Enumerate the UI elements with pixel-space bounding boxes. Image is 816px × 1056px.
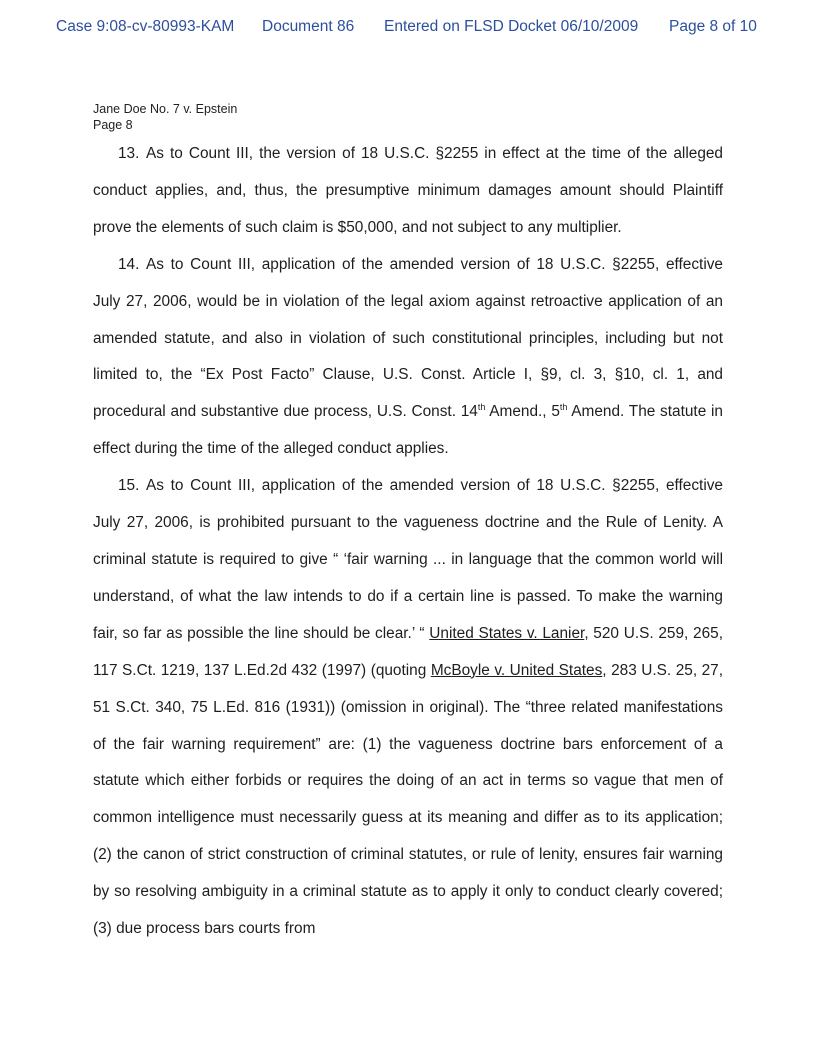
page-label: Page 8 [93,118,133,132]
running-head [93,101,237,133]
paragraph-13 [93,136,723,247]
paragraph-14 [93,247,723,468]
paragraph-text: As to Count III, application of the amended version of 18 U.S.C. §2255, effective July 27, 2006, would be in violation of the legal axiom against retroactive application of an amended statute, and also in violation of such constitutional principles, including but not limited to, the “Ex Post Facto” Clause, U.S. Const. Article I, §9, cl. 3, §10, cl. 1, and procedural and substantive due process, U.S. Const. 14 [93,255,723,421]
paragraph-number: 15. [118,477,140,495]
docket-header [56,18,776,38]
page-of-total: Page 8 of 10 [669,18,757,35]
case-number: Case 9:08-cv-80993-KAM [56,18,235,35]
paragraph-15 [93,468,723,948]
paragraph-number: 14. [118,255,140,273]
paragraph-text: As to Count III, application of the amended version of 18 U.S.C. §2255, effective July 27, 2006, is prohibited pursuant to the vagueness doctrine and the Rule of Lenity. A criminal statute is required to give “ ‘fair warning ... in language that the common world will understand, of what the law intends to do if a certain line is passed. To make the warning fair, so far as possible the line should be clear.’ “ [93,477,723,642]
paragraph-text: , 283 U.S. 25, 27, 51 S.Ct. 340, 75 L.Ed. 816 (1931)) (omission in original). The “three related manifestations of the fair warning requirement” are: (1) the vagueness doctrine bars enforcement of a statute which either forbids or requires the doing of an act in terms so vague that men of common intelligence must necessarily guess at its meaning and differ as to its application; (2) the canon of strict construction of criminal statutes, or rule of lenity, ensures fair warning by so resolving ambiguity in a criminal statute as to apply it only to conduct clearly covered; (3) due process bars courts from [93,661,723,938]
paragraph-text: Amend., 5 [485,403,560,421]
docket-entry-date: Entered on FLSD Docket 06/10/2009 [384,18,639,35]
document-body [93,136,723,948]
case-citation-mcboyle: McBoyle v. United States [430,661,603,679]
superscript: th [477,402,486,413]
paragraph-number: 13. [118,145,140,162]
case-caption: Jane Doe No. 7 v. Epstein [93,102,238,116]
document-number: Document 86 [262,18,355,35]
case-citation-lanier: United States v. Lanier [429,624,585,642]
superscript: th [559,402,568,413]
paragraph-text: , 520 U.S. 259, 265, 117 S.Ct. 1219, 137 L.Ed.2d 432 (1997) (quoting [93,624,723,679]
paragraph-text: Amend. The statute in effect during the time of the alleged conduct applies. [93,403,723,458]
paragraph-text: As to Count III, the version of 18 U.S.C. §2255 in effect at the time of the alleged conduct applies, and, thus, the presumptive minimum damages amount should Plaintiff prove the elements of such claim is $50,000, and not subject to any multiplier. [93,145,723,236]
